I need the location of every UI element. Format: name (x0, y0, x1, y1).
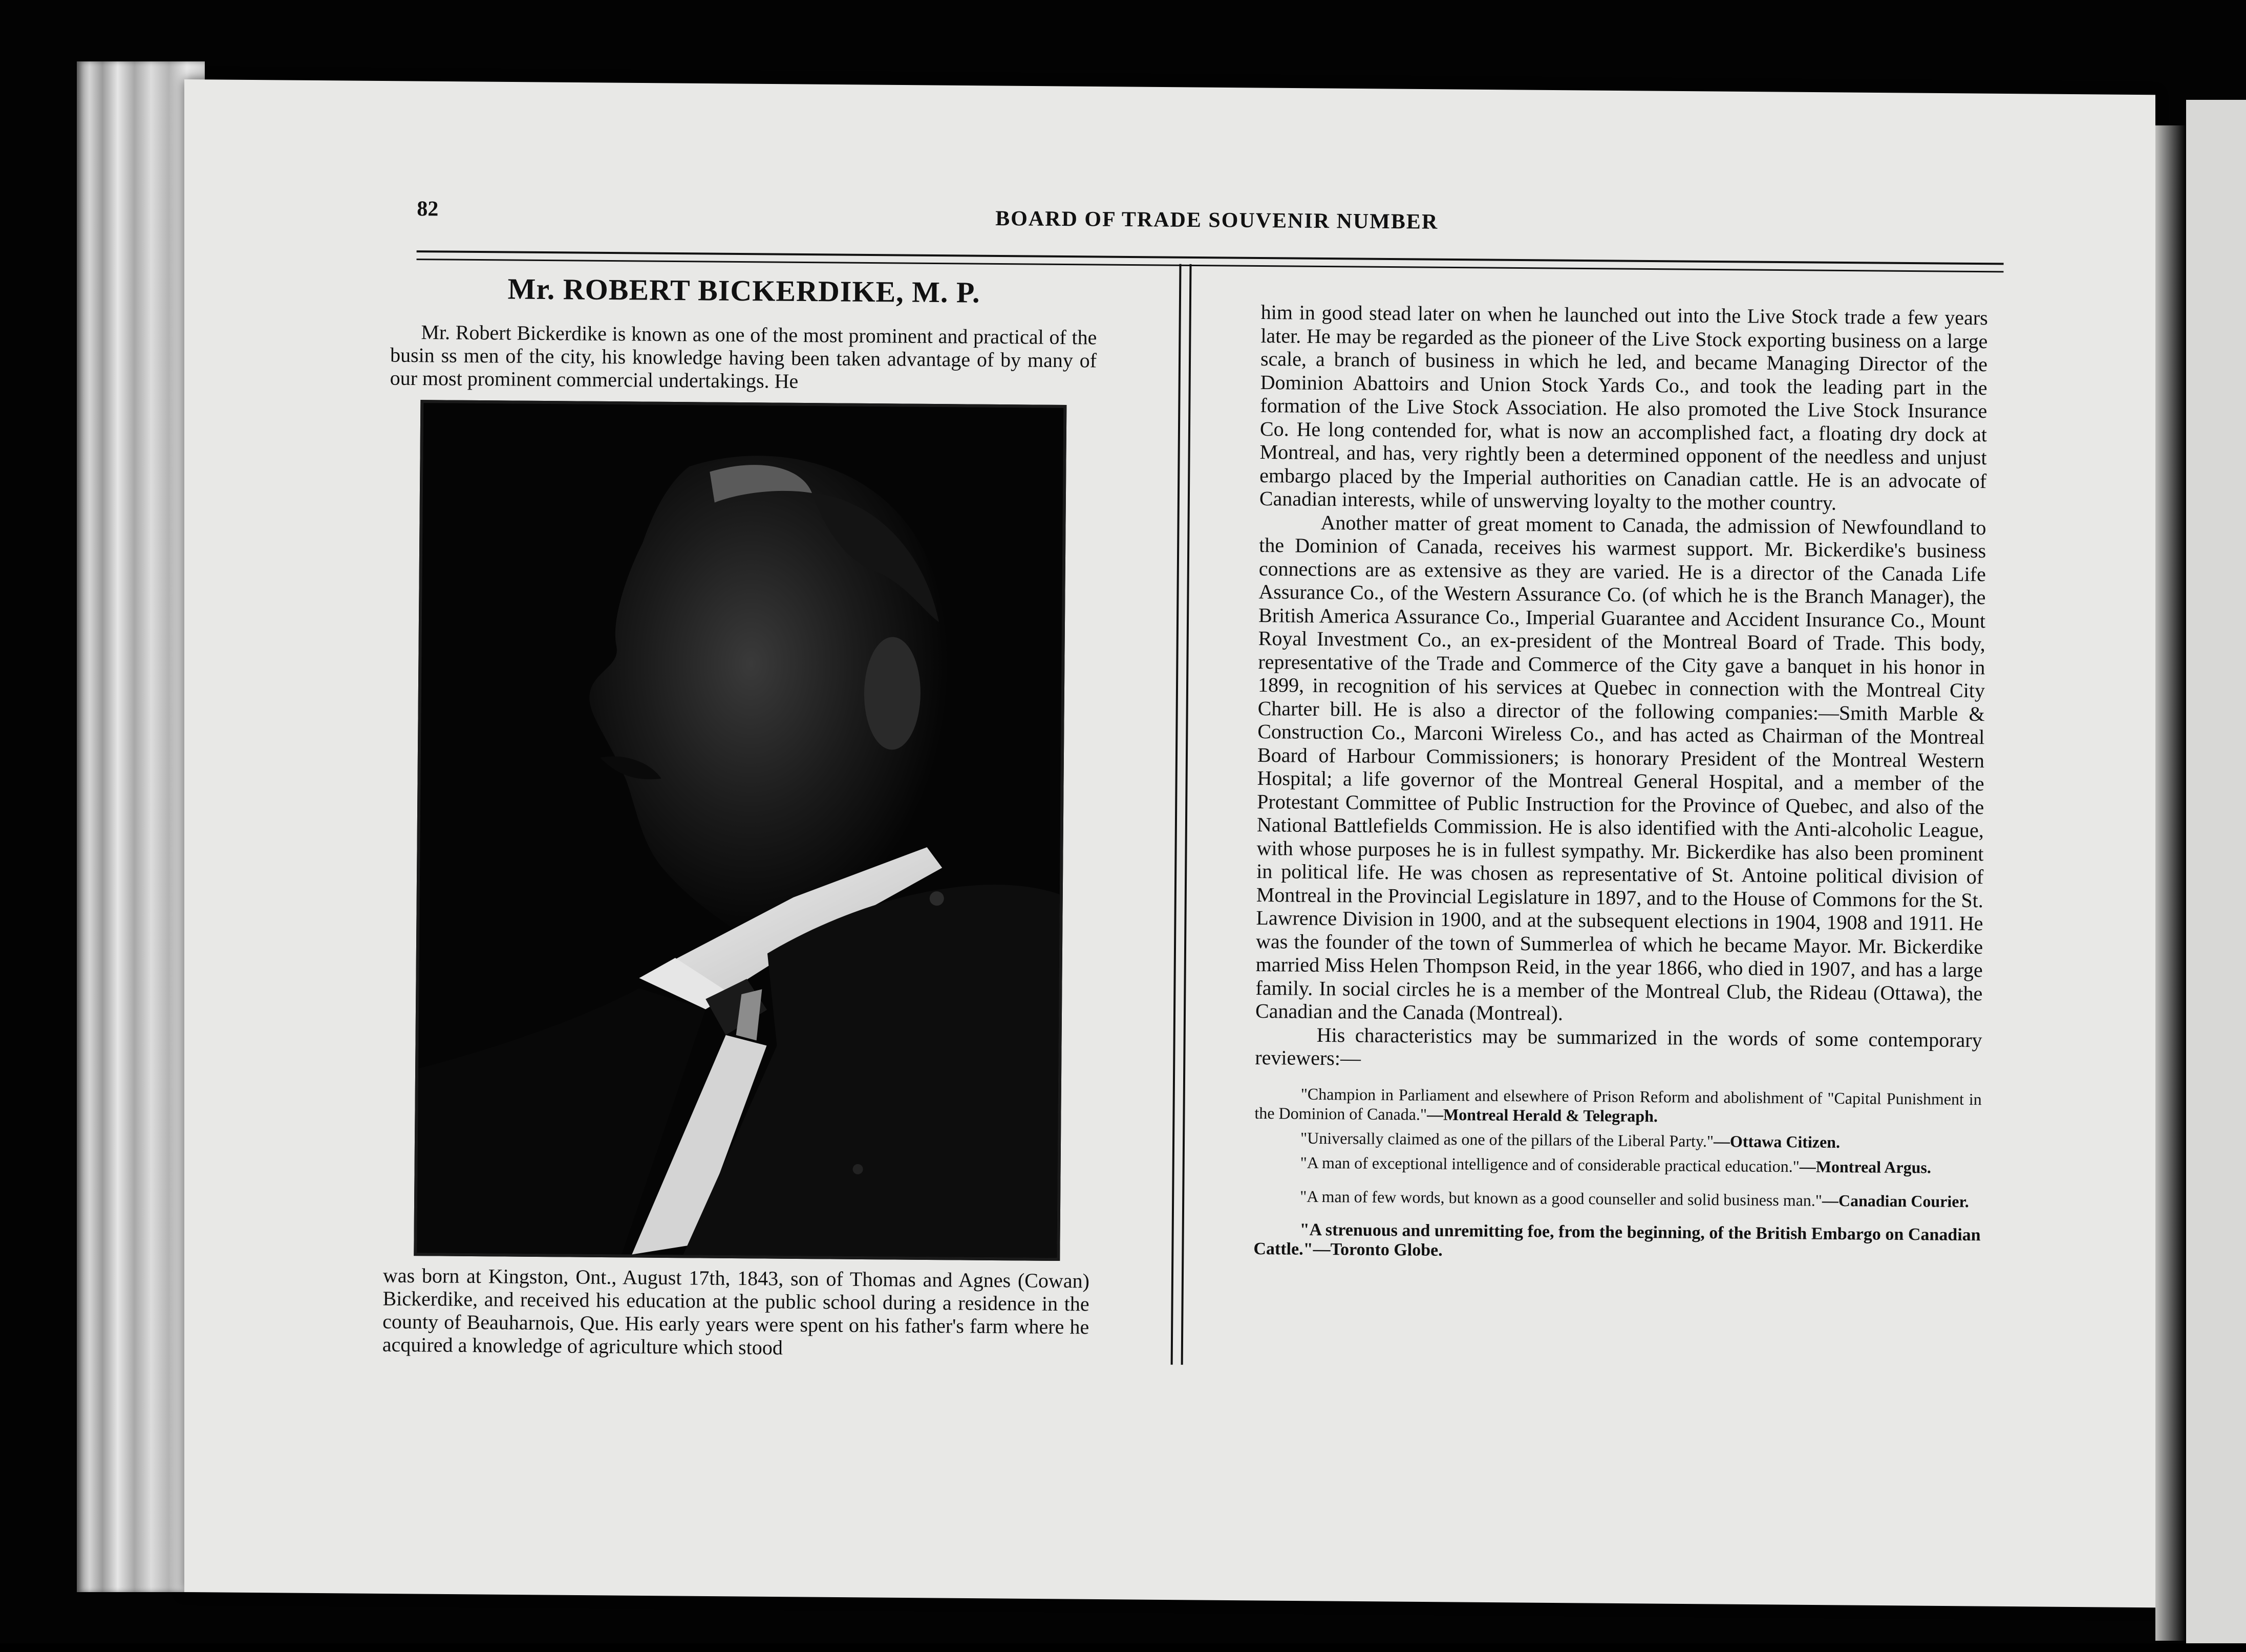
header-double-rule (417, 250, 2004, 272)
quote-3 (1254, 1152, 1981, 1177)
quote-text: "Champion in Parliament and elsewhere of Prison Reform and abolishment of "Capital Punishment in the Dominion of Canada." (1254, 1084, 1982, 1124)
quote-source: —Montreal Argus. (1799, 1156, 1932, 1176)
quote-2 (1254, 1127, 1981, 1152)
right-column (1253, 301, 1988, 1264)
quote-source: —Canadian Courier. (1822, 1191, 1969, 1211)
right-paragraph-2: Another matter of great moment to Canada, the admission of Newfoundland to the Dominion of Canada, receives his warmest support. Mr. Bickerdike's business connections are as extensive as they are varied. He is a director of the Canada Life Assurance Co., of the Western Assurance Co. (of which he is the Branch Manager), the British America Assurance Co., Imperial Guarantee and Accident Insurance Co., Mount Royal Investment Co., an ex-president of the Montreal Board of Trade. This body, representative of the Trade and Commerce of the City gave a banquet in his honor in 1899, in recognition of his services at Quebec in connection with the Montreal City Charter bill. He is also a director of the following companies:—Smith Marble & Construction Co., Marconi Wireless Co., and has acted as Chairman of the Montreal Board of Harbour Commissioners; is honorary President of the Montreal Western Hospital; a life governor of the Montreal General Hospital, and a member of the Protestant Committee of Public Instruction for the Province of Quebec, and also of the National Battlefields Commission. He is also identified with the Anti-alcoholic League, with whose purposes he is in fullest sympathy. Mr. Bickerdike has also been prominent in political life. He was chosen as representative of St. Antoine political division of Montreal in the Provincial Legislature in 1897, and to the House of Commons for the St. Lawrence Division in 1900, and at the subsequent elections in 1904, 1908 and 1911. He was the founder of the town of Summerlea of which he became Mayor. Mr. Bickerdike married Miss Helen Thompson Reid, in the year 1866, who died in 1907, and has a large family. In social circles he is a member of the Montreal Club, the Rideau (Ottawa), the Canadian and the Canada (Montreal). (1255, 510, 1986, 1025)
quote-text: "A strenuous and unremitting foe, from the beginning, of the British Embargo on Canadian Cattle." (1253, 1220, 1981, 1259)
running-title: BOARD OF TRADE SOUVENIR NUMBER (995, 206, 1439, 234)
portrait-photo (414, 400, 1066, 1261)
right-paragraph-1: him in good stead later on when he launched out into the Live Stock trade a few years later. He may be regarded as the pioneer of the Live Stock exporting business on a large scale, a branch of business in which he led, and became Managing Director of the Dominion Abattoirs and Union Stock Yards Co., and took the leading part in the formation of the Live Stock Association. He also promoted the Live Stock Insurance Co. He long contended for, what is now an accomplished fact, a floating dry dock at Montreal, and has, very rightly been a determined opponent of the needless and unjust embargo placed by the Imperial authorities on Canadian cattle. He is an advocate of Canadian interests, while of unswerving loyalty to the mother country. (1259, 301, 1988, 514)
quote-text: "A man of exceptional intelligence and of considerable practical education." (1300, 1153, 1800, 1175)
page-number: 82 (417, 197, 439, 221)
quote-source: —Montreal Herald & Telegraph. (1426, 1105, 1658, 1125)
column-divider (1171, 264, 1192, 1365)
quote-text: "Universally claimed as one of the pillars of the Liberal Party." (1300, 1128, 1714, 1150)
running-head (417, 189, 2004, 237)
right-paragraph-3: His characteristics may be summarized in the words of some contemporary reviewers:— (1255, 1023, 1982, 1070)
intro-paragraph: Mr. Robert Bickerdike is known as one of the most prominent and practical of the busin ss men of the city, his knowledge having been taken advantage of by many of our most prominent commercial undertakings. He (390, 320, 1097, 393)
quote-source: —Toronto Globe. (1313, 1239, 1443, 1260)
left-column (390, 271, 1098, 395)
quote-text: "A man of few words, but known as a good counseller and solid business man." (1300, 1187, 1823, 1210)
quote-4 (1254, 1186, 1981, 1211)
left-column-continuation (382, 1264, 1089, 1362)
quote-1 (1254, 1083, 1982, 1128)
quote-source: —Ottawa Citizen. (1713, 1131, 1841, 1151)
quote-5 (1253, 1219, 1981, 1264)
portrait-image (417, 403, 1063, 1258)
article-title: Mr. ROBERT BICKERDIKE, M. P. (507, 272, 980, 309)
biography-paragraph: was born at Kingston, Ont., August 17th, 1843, son of Thomas and Agnes (Cowan) Bickerdike, and received his education at the public school during a residence in the county of Beauharnois, Que. His early years were spent on his father's farm where he acquired a knowledge of agriculture which stood (382, 1263, 1090, 1359)
